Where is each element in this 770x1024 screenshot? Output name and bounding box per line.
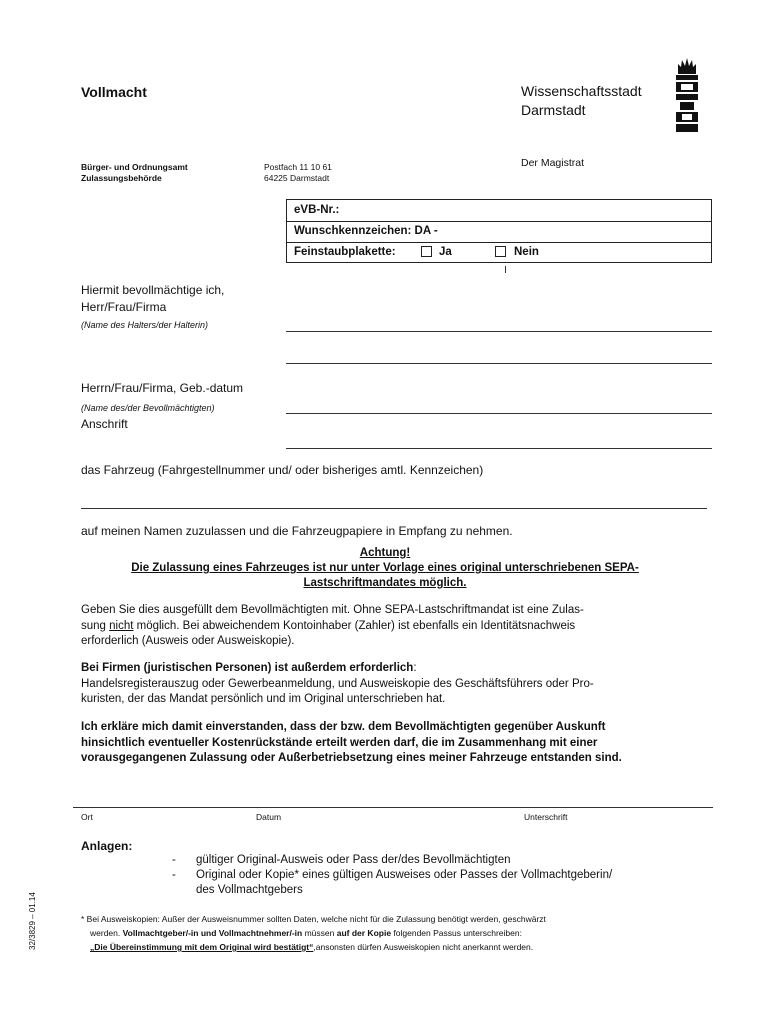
- footnote-line-3: [81, 940, 701, 954]
- consent-paragraph: [81, 720, 693, 767]
- evb-box: [286, 199, 712, 263]
- footnote-line-2e: folgenden Passus unterschreiben:: [391, 928, 522, 938]
- datum-label: Datum: [256, 812, 282, 822]
- bevollmaechtigter-name-line[interactable]: [286, 413, 712, 414]
- bevollmaechtigter-hint: (Name des/der Bevollmächtigten): [81, 403, 215, 413]
- sepa-line-2c: möglich. Bei abweichendem Kontoinhaber (Zahler) ist ebenfalls ein Identitätsnachweis: [133, 619, 576, 632]
- footnote-line-2a: werden.: [90, 928, 123, 938]
- feinstaub-label: Feinstaubplakette:: [294, 246, 396, 258]
- checkbox-nein-label: Nein: [514, 246, 539, 258]
- wunschkennzeichen-row[interactable]: [287, 221, 711, 243]
- firmen-heading: [81, 661, 693, 677]
- postal-line-2: 64225 Darmstadt: [264, 172, 330, 183]
- tick-mark: [505, 266, 506, 273]
- zulassen-text: auf meinen Namen zuzulassen und die Fahrzeugpapiere in Empfang zu nehmen.: [81, 524, 513, 538]
- anlagen-item-2-line-2: des Vollmachtgebers: [196, 884, 303, 896]
- fahrzeug-line[interactable]: [81, 508, 707, 509]
- consent-line-3: vorausgegangenen Zulassung oder Außerbetriebsetzung eines meiner Fahrzeuge entstanden sind.: [81, 752, 622, 764]
- footnote-line-2c: müssen: [302, 928, 337, 938]
- footnote-line-3-rest: ,ansonsten dürfen Ausweiskopien nicht anerkannt werden.: [313, 942, 534, 952]
- city-line-1: Wissenschaftsstadt: [521, 83, 642, 99]
- city-name: [521, 82, 642, 120]
- wunschkennzeichen-label: Wunschkennzeichen: DA -: [294, 225, 438, 237]
- ort-label: Ort: [81, 812, 93, 822]
- office-name: [81, 162, 188, 183]
- checkbox-ja-label: Ja: [439, 246, 452, 258]
- unterschrift-label: Unterschrift: [524, 812, 568, 822]
- firmen-line-1: Handelsregisterauszug oder Gewerbeanmeldung, und Ausweiskopie des Geschäftsführers oder Pro-: [81, 677, 594, 690]
- postal-line-1: Postfach 11 10 61: [264, 162, 332, 172]
- bullet-1: -: [172, 854, 176, 866]
- postal-address: [264, 162, 332, 183]
- notice-line-1: Die Zulassung eines Fahrzeuges ist nur unter Vorlage eines original unterschriebenen SEPA-: [131, 562, 639, 574]
- halter-hint: (Name des Halters/der Halterin): [81, 320, 209, 330]
- anschrift-label: Anschrift: [81, 417, 128, 431]
- sepa-nicht-underlined: nicht: [109, 619, 134, 632]
- sepa-line-2a: sung: [81, 619, 110, 632]
- bevollmaechtige-line-1: Hiermit bevollmächtige ich,: [81, 283, 225, 297]
- footnote-line-2: [81, 926, 701, 940]
- form-code: 32/3829 – 01.14: [28, 892, 37, 950]
- feinstaub-row: [287, 242, 711, 263]
- achtung-heading: Achtung!: [359, 547, 411, 559]
- firmen-heading-bold: Bei Firmen (juristischen Personen) ist außerdem erforderlich: [81, 662, 414, 674]
- bevollmaechtige-line-2: Herr/Frau/Firma: [81, 300, 167, 314]
- checkbox-nein[interactable]: [495, 246, 506, 257]
- signature-line[interactable]: [73, 807, 713, 808]
- footnote-line-1: * Bei Ausweiskopien: Außer der Ausweisnummer sollten Daten, welche nicht für die Zulassung benötigt werden, geschwärzt: [81, 914, 546, 924]
- anlagen-item-1: gültiger Original-Ausweis oder Pass der/des Bevollmächtigten: [196, 854, 511, 866]
- evb-row[interactable]: [287, 200, 711, 222]
- consent-line-1: Ich erkläre mich damit einverstanden, dass der bzw. dem Bevollmächtigten gegenüber Auskunft: [81, 721, 606, 733]
- anschrift-line[interactable]: [286, 448, 712, 449]
- footnote: [81, 912, 701, 954]
- sepa-paragraph: [81, 603, 693, 650]
- firmen-paragraph: [81, 661, 693, 708]
- checkbox-ja[interactable]: [421, 246, 432, 257]
- office-line-1: Bürger- und Ordnungsamt: [81, 162, 188, 172]
- footnote-line-2b: Vollmachtgeber/-in und Vollmachtnehmer/-in: [122, 928, 303, 938]
- firmen-line-2: kuristen, der das Mandat persönlich und im Original unterschrieben hat.: [81, 693, 446, 705]
- sepa-line-2: [81, 619, 693, 635]
- firmen-heading-colon: :: [413, 662, 417, 674]
- anlagen-item-2: [196, 868, 612, 898]
- darmstadt-coat-of-arms-icon: [672, 58, 702, 134]
- bevollmaechtige-text: [81, 282, 224, 316]
- evb-label: eVB-Nr.:: [294, 204, 340, 216]
- fahrzeug-label: das Fahrzeug (Fahrgestellnummer und/ oder bisheriges amtl. Kennzeichen): [81, 463, 484, 477]
- halter-name-line-2[interactable]: [286, 363, 712, 364]
- bullet-2: -: [172, 869, 176, 881]
- anlagen-heading: Anlagen:: [81, 839, 133, 853]
- footnote-quote: „Die Übereinstimmung mit dem Original wird bestätigt“: [90, 942, 314, 952]
- bevollmaechtigter-label: Herrn/Frau/Firma, Geb.-datum: [81, 381, 244, 395]
- sepa-line-1: Geben Sie dies ausgefüllt dem Bevollmächtigten mit. Ohne SEPA-Lastschriftmandat ist eine Zulas-: [81, 604, 584, 616]
- magistrat-label: Der Magistrat: [521, 157, 585, 169]
- sepa-line-3: erforderlich (Ausweis oder Ausweiskopie).: [81, 635, 295, 647]
- consent-line-2: hinsichtlich eventueller Kostenrückstände erteilt werden darf, die im Zusammenhang mit einer: [81, 736, 598, 749]
- city-line-2: Darmstadt: [521, 102, 586, 118]
- footnote-line-2d: auf der Kopie: [336, 928, 392, 938]
- office-line-2: Zulassungsbehörde: [81, 172, 162, 183]
- page-title: Vollmacht: [81, 84, 147, 100]
- notice-line-2: Lastschriftmandates möglich.: [303, 577, 467, 589]
- anlagen-item-2-line-1: Original oder Kopie* eines gültigen Ausweises oder Passes der Vollmachtgeberin/: [196, 869, 613, 881]
- halter-name-line-1[interactable]: [286, 331, 712, 332]
